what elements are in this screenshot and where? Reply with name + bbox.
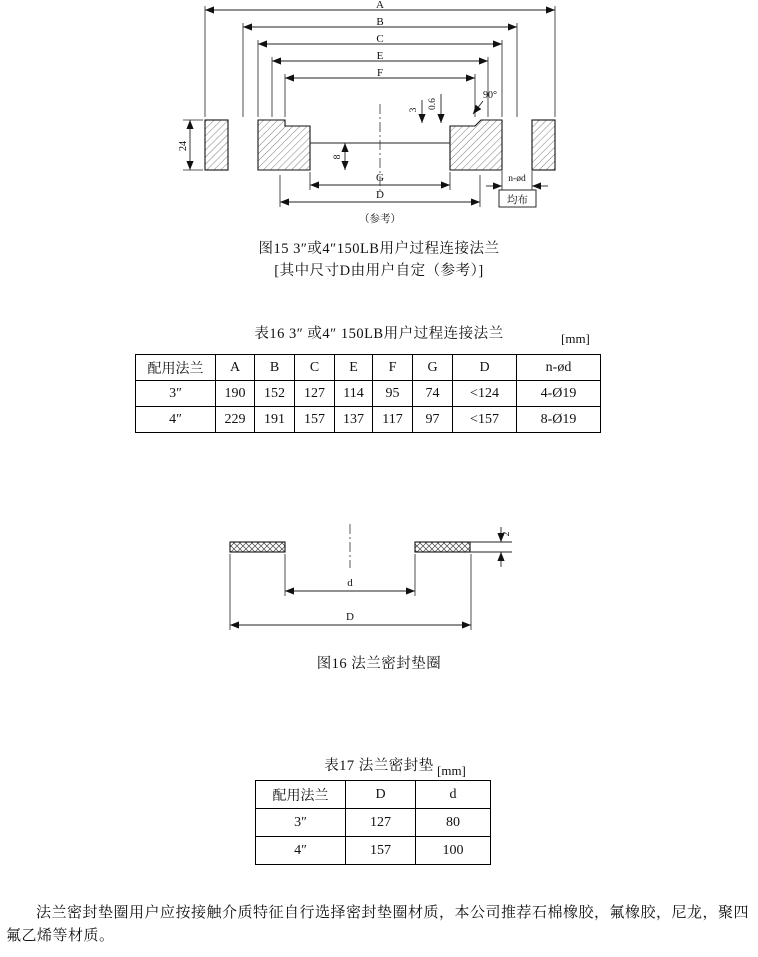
table16-header-cell: C xyxy=(295,355,335,381)
table16-cell: 97 xyxy=(413,407,453,433)
dim-label-A: A xyxy=(376,0,384,11)
table16-cell: 127 xyxy=(295,381,335,407)
evenly-spaced-label: 均布 xyxy=(507,195,528,206)
dim-angle-90 xyxy=(473,90,497,114)
table17-cell: 127 xyxy=(346,809,416,837)
dim-label-d: d xyxy=(347,577,353,589)
table16-header-row xyxy=(136,355,601,381)
table16-cell: <157 xyxy=(453,407,517,433)
table16-cell: 137 xyxy=(335,407,373,433)
dim-0-6 xyxy=(428,94,441,123)
gasket-section xyxy=(230,524,512,568)
dim-G xyxy=(310,172,450,190)
fig15-flange-drawing xyxy=(150,0,620,235)
table16-cell: <124 xyxy=(453,381,517,407)
dim-bolt-holes xyxy=(486,171,548,207)
dim-label-2: 2 xyxy=(502,531,512,537)
table16-header-cell: F xyxy=(373,355,413,381)
dim-label-E: E xyxy=(376,50,384,62)
dim-label-8: 8 xyxy=(333,154,343,160)
table17-header-cell: D xyxy=(346,781,416,809)
table16-cell: 4″ xyxy=(136,407,216,433)
right-outer-ring-section xyxy=(532,120,555,170)
fig16-gasket-drawing xyxy=(225,522,515,652)
table17-header-cell: d xyxy=(416,781,491,809)
fig15-caption: 图15 3″或4″150LB用户过程连接法兰 xyxy=(258,241,500,257)
flange-right-half-section xyxy=(450,120,502,170)
table17-row-4in xyxy=(256,837,491,865)
dim-label-D: D xyxy=(346,611,354,623)
dim-thickness-2 xyxy=(501,527,512,567)
dim-label-90deg: 90° xyxy=(483,90,497,101)
table17-header-cell: 配用法兰 xyxy=(256,781,346,809)
table17-header-row xyxy=(256,781,491,809)
table16-cell: 74 xyxy=(413,381,453,407)
table16-header-cell: D xyxy=(453,355,517,381)
table17-cell: 157 xyxy=(346,837,416,865)
table17-cell: 100 xyxy=(416,837,491,865)
table16-header-cell: E xyxy=(335,355,373,381)
dim-label-0-6: 0.6 xyxy=(428,98,438,110)
table16-cell: 114 xyxy=(335,381,373,407)
table17-unit: [mm] xyxy=(437,763,466,778)
table17-title: 表17 法兰密封垫 xyxy=(324,758,434,774)
table16-cell: 3″ xyxy=(136,381,216,407)
gasket-right-section xyxy=(415,542,470,552)
table16-header-cell: G xyxy=(413,355,453,381)
dim-8 xyxy=(333,143,345,170)
table16-header-cell: B xyxy=(255,355,295,381)
table16-cell: 152 xyxy=(255,381,295,407)
table16-cell: 4-Ø19 xyxy=(517,381,601,407)
table16-cell: 157 xyxy=(295,407,335,433)
dim-D xyxy=(230,554,471,630)
dim-label-G: G xyxy=(376,172,384,184)
fig16-caption: 图16 法兰密封垫圈 xyxy=(316,656,442,672)
table16-row-3in xyxy=(136,381,601,407)
table16-title: 表16 3″ 或4″ 150LB用户过程连接法兰 xyxy=(254,326,504,342)
table16-header-cell: A xyxy=(216,355,255,381)
reference-note: （参考） xyxy=(359,214,401,225)
table16-cell: 191 xyxy=(255,407,295,433)
table16-header-cell: 配用法兰 xyxy=(136,355,216,381)
dim-24 xyxy=(178,120,203,170)
bolt-holes-label: n-ød xyxy=(508,174,526,184)
gasket-left-section xyxy=(230,542,285,552)
table17-cell: 4″ xyxy=(256,837,346,865)
dim-label-D: D xyxy=(376,189,384,201)
footer-paragraph: 法兰密封垫圈用户应按接触介质特征自行选择密封垫圈材质，本公司推荐石棉橡胶，氟橡胶，尼龙，聚四氟乙烯等材质。 xyxy=(6,905,750,945)
flange-left-half-section xyxy=(258,120,310,170)
table17-cell: 3″ xyxy=(256,809,346,837)
dim-label-B: B xyxy=(376,16,384,28)
table16-row-4in xyxy=(136,407,601,433)
table16-header-cell: n-ød xyxy=(517,355,601,381)
dim-3 xyxy=(409,100,422,123)
table16-unit: [mm] xyxy=(561,331,590,346)
fig15-caption-note: [其中尺寸D由用户自定（参考）] xyxy=(274,263,484,279)
table16-cell: 8-Ø19 xyxy=(517,407,601,433)
table17 xyxy=(255,780,491,865)
table16-cell: 229 xyxy=(216,407,255,433)
dim-label-C: C xyxy=(376,33,384,45)
table16 xyxy=(135,354,601,433)
dim-label-3: 3 xyxy=(409,107,419,113)
left-outer-ring-section xyxy=(205,120,228,170)
table16-cell: 190 xyxy=(216,381,255,407)
table17-cell: 80 xyxy=(416,809,491,837)
table16-cell: 95 xyxy=(373,381,413,407)
table16-cell: 117 xyxy=(373,407,413,433)
dim-label-24: 24 xyxy=(178,141,189,151)
table17-row-3in xyxy=(256,809,491,837)
dim-label-F: F xyxy=(376,67,384,79)
